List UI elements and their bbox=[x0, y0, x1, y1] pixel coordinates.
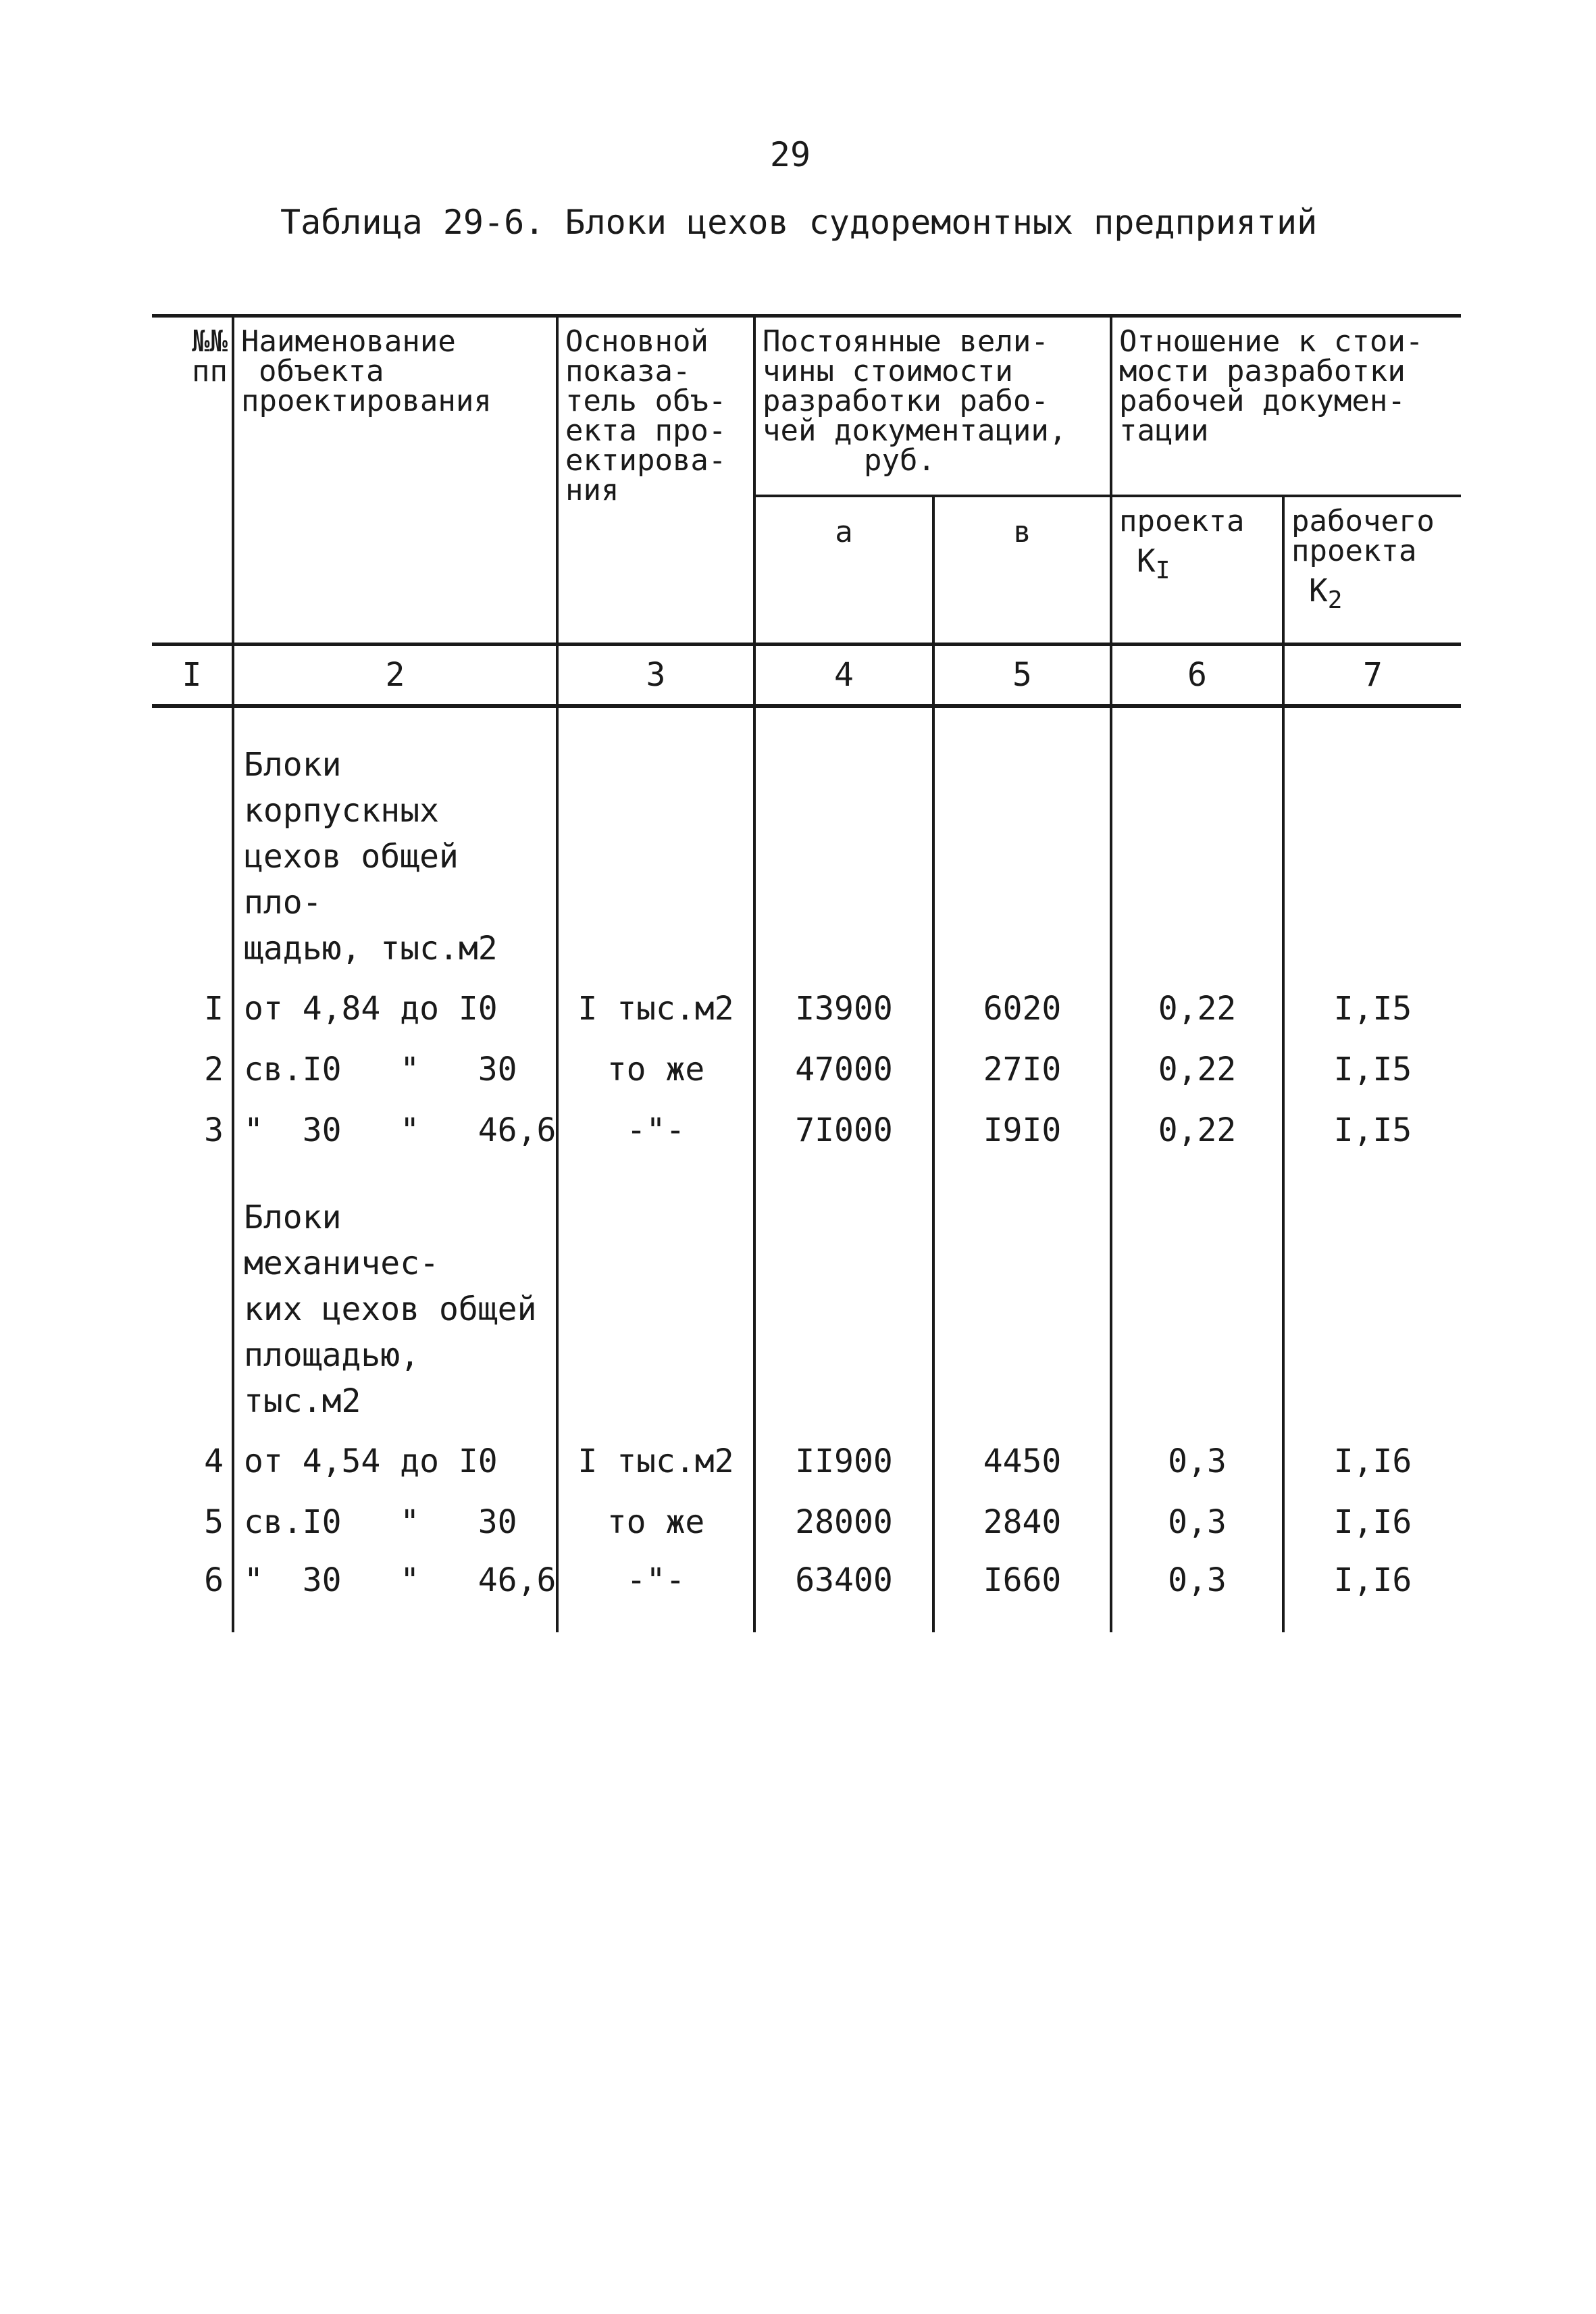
header-working-project-line: проекта bbox=[1291, 534, 1417, 568]
table-row bbox=[152, 1431, 1461, 1492]
header-indicator-line: тель объ- bbox=[565, 384, 727, 418]
row-indicator: I тыс.м2 bbox=[557, 1431, 754, 1492]
table-row bbox=[152, 1492, 1461, 1553]
header-name-line: Наименование bbox=[241, 324, 456, 359]
row-num: 4 bbox=[204, 1442, 224, 1480]
header-constants-line: чины стоимости bbox=[763, 354, 1013, 388]
group-label-line: ких цехов общей bbox=[244, 1290, 537, 1328]
row-b: 6020 bbox=[933, 978, 1111, 1039]
group-label bbox=[233, 742, 557, 978]
row-k2: I,I5 bbox=[1283, 1039, 1461, 1100]
row-b: 4450 bbox=[933, 1431, 1111, 1492]
column-number: 3 bbox=[557, 645, 754, 707]
header-a-label: а bbox=[835, 515, 853, 549]
row-a: 7I000 bbox=[754, 1100, 933, 1161]
header-constants-line: разработки рабо- bbox=[763, 384, 1049, 418]
table-row bbox=[152, 1100, 1461, 1161]
header-indicator-line: Основной bbox=[565, 324, 709, 359]
row-k2: I,I5 bbox=[1283, 1100, 1461, 1161]
row-indicator: то же bbox=[557, 1039, 754, 1100]
k2-subscript: 2 bbox=[1327, 586, 1343, 615]
header-b bbox=[933, 496, 1111, 645]
table-row bbox=[152, 1553, 1461, 1632]
row-a: 63400 bbox=[754, 1553, 933, 1632]
row-name: " 30 " 46,6 bbox=[233, 1100, 557, 1161]
row-k2: I,I6 bbox=[1283, 1492, 1461, 1553]
header-ratio-line: тации bbox=[1119, 413, 1209, 448]
row-name: от 4,84 до I0 bbox=[233, 978, 557, 1039]
group-label-line: Блоки механичес- bbox=[244, 1199, 439, 1282]
header-indicator-line: ектирова- bbox=[565, 443, 727, 478]
column-number: I bbox=[152, 645, 233, 707]
row-k2: I,I5 bbox=[1283, 978, 1461, 1039]
row-name: св.I0 " 30 bbox=[233, 1492, 557, 1553]
k2-letter: К bbox=[1309, 572, 1328, 609]
header-name-line: проектирования bbox=[241, 384, 492, 418]
row-name: " 30 " 46,6 bbox=[233, 1553, 557, 1632]
header-name-line: объекта bbox=[259, 354, 384, 388]
group-label bbox=[233, 1194, 557, 1431]
header-constants-line: Постоянные вели- bbox=[763, 324, 1049, 359]
column-number: 5 bbox=[933, 645, 1111, 707]
row-indicator: I тыс.м2 bbox=[557, 978, 754, 1039]
header-ratio-line: рабочей докумен- bbox=[1119, 384, 1406, 418]
group-heading-row bbox=[152, 1194, 1461, 1431]
column-number: 4 bbox=[754, 645, 933, 707]
header-constants-line: чей документации, bbox=[763, 413, 1067, 448]
page-number: 29 bbox=[769, 135, 811, 174]
header-project-label: проекта bbox=[1119, 504, 1245, 538]
row-k1: 0,22 bbox=[1111, 1100, 1283, 1161]
row-k1: 0,3 bbox=[1111, 1492, 1283, 1553]
row-name: от 4,54 до I0 bbox=[233, 1431, 557, 1492]
group-label-line: тыс.м2 bbox=[244, 1382, 361, 1420]
header-working-project-line: рабочего bbox=[1291, 504, 1435, 538]
row-num: I bbox=[204, 990, 224, 1028]
row-k1: 0,3 bbox=[1111, 1431, 1283, 1492]
header-indicator-line: екта про- bbox=[565, 413, 727, 448]
header-k2 bbox=[1283, 496, 1461, 645]
header-k1 bbox=[1111, 496, 1283, 645]
group-label-line: Блоки корпускных bbox=[244, 746, 439, 830]
row-indicator: -"- bbox=[557, 1553, 754, 1632]
column-number: 6 bbox=[1111, 645, 1283, 707]
header-name bbox=[233, 316, 557, 645]
row-k1: 0,22 bbox=[1111, 978, 1283, 1039]
table-row bbox=[152, 978, 1461, 1039]
header-num-line: №№ bbox=[192, 324, 228, 359]
column-number: 7 bbox=[1283, 645, 1461, 707]
header-ratio-line: Отношение к стои- bbox=[1119, 324, 1424, 359]
row-a: 28000 bbox=[754, 1492, 933, 1553]
header-indicator bbox=[557, 316, 754, 645]
data-table-container bbox=[152, 314, 1461, 1632]
group-heading-row bbox=[152, 742, 1461, 978]
header-num-line: пп bbox=[192, 354, 228, 388]
header-ratio bbox=[1111, 316, 1461, 497]
table-title: Таблица 29-6. Блоки цехов судоремонтных предприятий bbox=[280, 203, 1318, 242]
header-indicator-line: ния bbox=[565, 473, 619, 507]
k1-subscript: I bbox=[1155, 557, 1170, 585]
row-k2: I,I6 bbox=[1283, 1431, 1461, 1492]
row-num: 6 bbox=[204, 1561, 224, 1599]
group-label-line: щадью, тыс.м2 bbox=[244, 930, 498, 967]
data-table bbox=[152, 314, 1461, 1632]
row-b: I660 bbox=[933, 1553, 1111, 1632]
table-row bbox=[152, 1039, 1461, 1100]
header-constants-line: руб. bbox=[864, 443, 935, 478]
row-b: I9I0 bbox=[933, 1100, 1111, 1161]
row-name: св.I0 " 30 bbox=[233, 1039, 557, 1100]
row-b: 27I0 bbox=[933, 1039, 1111, 1100]
header-indicator-line: показа- bbox=[565, 354, 691, 388]
row-num: 5 bbox=[204, 1503, 224, 1541]
row-k1: 0,3 bbox=[1111, 1553, 1283, 1632]
row-b: 2840 bbox=[933, 1492, 1111, 1553]
column-number: 2 bbox=[233, 645, 557, 707]
header-b-label: в bbox=[1013, 515, 1031, 549]
header-ratio-line: мости разработки bbox=[1119, 354, 1406, 388]
k2-symbol bbox=[1309, 572, 1454, 615]
row-num: 3 bbox=[204, 1111, 224, 1149]
row-indicator: то же bbox=[557, 1492, 754, 1553]
header-a bbox=[754, 496, 933, 645]
row-a: I3900 bbox=[754, 978, 933, 1039]
header-constants bbox=[754, 316, 1111, 497]
row-a: 47000 bbox=[754, 1039, 933, 1100]
row-k2: I,I6 bbox=[1283, 1553, 1461, 1632]
header-num bbox=[152, 316, 233, 645]
group-label-line: площадью, bbox=[244, 1336, 420, 1374]
row-num: 2 bbox=[204, 1051, 224, 1088]
row-k1: 0,22 bbox=[1111, 1039, 1283, 1100]
row-indicator: -"- bbox=[557, 1100, 754, 1161]
k1-symbol bbox=[1137, 543, 1275, 586]
row-a: II900 bbox=[754, 1431, 933, 1492]
k1-letter: К bbox=[1137, 543, 1156, 579]
group-label-line: цехов общей пло- bbox=[244, 838, 459, 922]
